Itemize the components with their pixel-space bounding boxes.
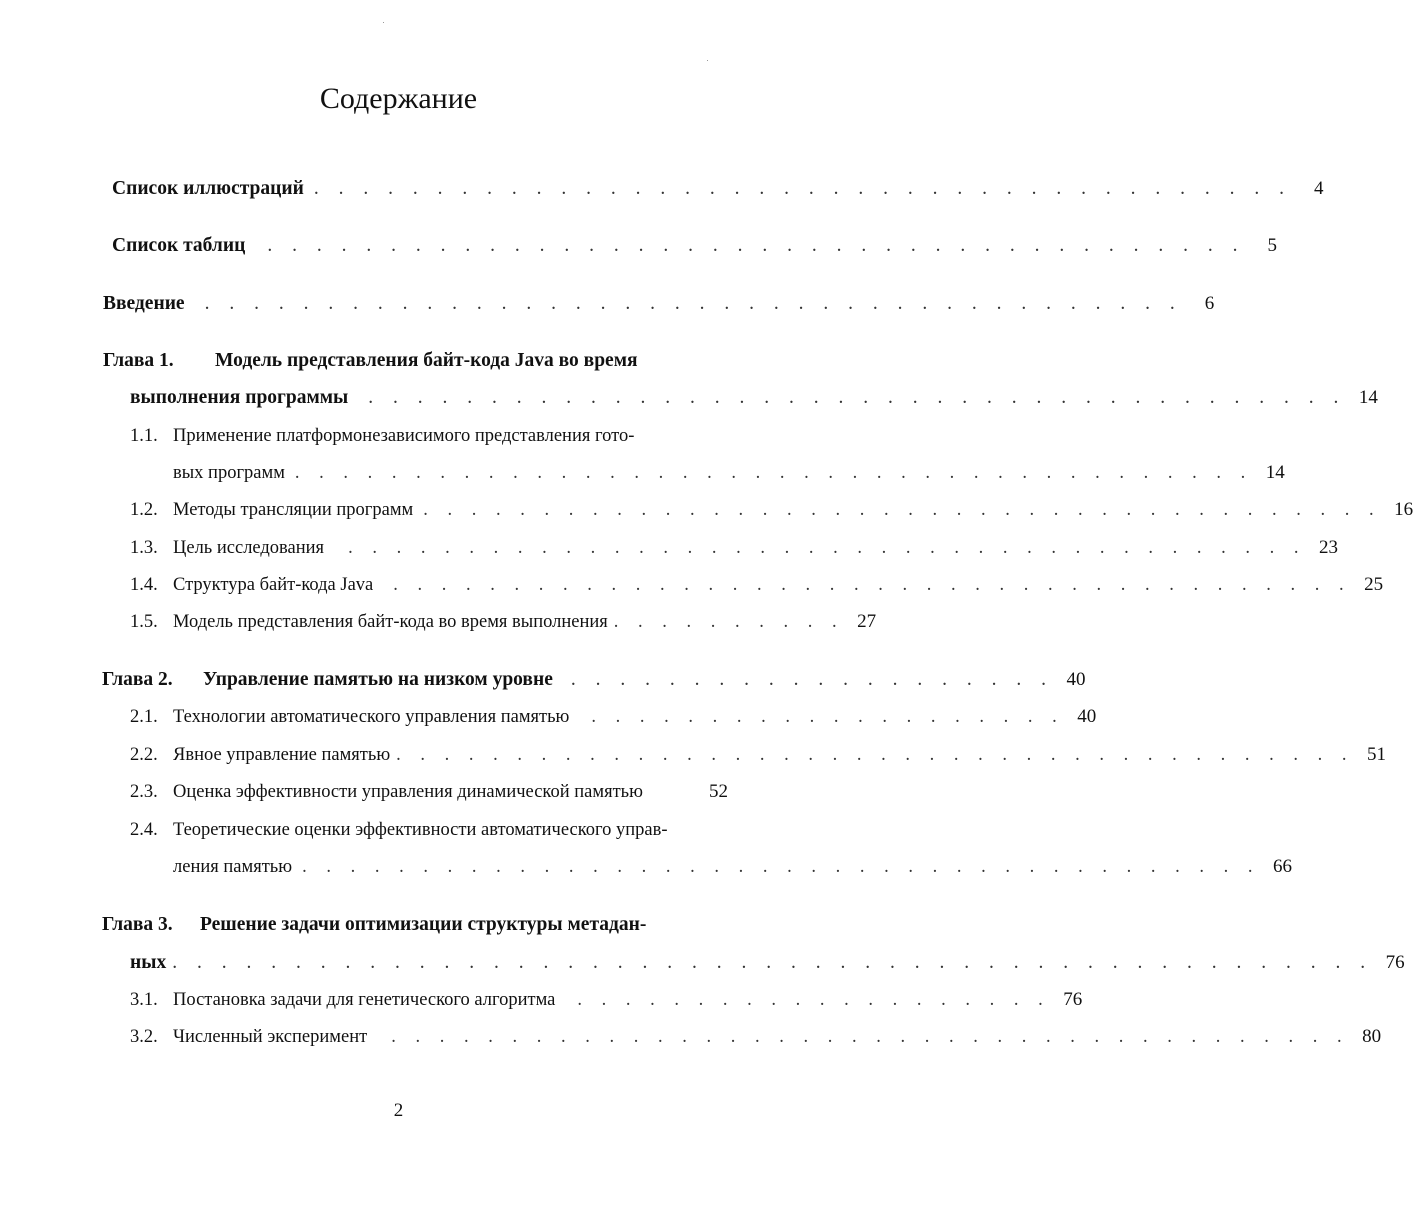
chapter-title: Решение задачи оптимизации структуры метадан- [200, 914, 647, 935]
section-title: Теоретические оценки эффективности автоматического управ- [173, 820, 668, 840]
toc-page-number: 27 [857, 611, 877, 632]
section-number: 2.3. [130, 782, 158, 802]
section-number: 3.2. [130, 1027, 158, 1047]
chapter-label: Глава 2. [102, 669, 173, 690]
section-title: Методы трансляции программ [173, 500, 414, 520]
toc-page-number: 76 [1385, 952, 1405, 973]
chapter-3-heading[interactable] [102, 912, 728, 938]
leader-dots: . . . . . . . . . . . . . . . . . . . . . . . . . . . . . . . . . . . . . . . . [302, 857, 1260, 877]
scan-speck [383, 22, 384, 23]
toc-page-number: 76 [1063, 989, 1083, 1010]
section-title-cont: ления памятью [173, 857, 293, 877]
chapter-title-cont: выполнения программы [130, 387, 349, 408]
toc-page-number: 80 [1362, 1026, 1382, 1047]
chapter-title: Управление памятью на низком уровне [203, 669, 553, 690]
section-number: 1.4. [130, 575, 158, 595]
leader-dots: . . . . . . . . . . . . . . . . . . . . . . . . . . . . . . . . . . . . . . . . [204, 293, 1183, 314]
leader-dots: . . . . . . . . . . . . . . . . . . . . [570, 669, 1054, 690]
chapter-2-heading[interactable] [102, 667, 1086, 693]
leader-dots: . . . . . . . . . . . . . . . . . . . . . . . . . . . . . . . . . . . . . . . . [391, 1027, 1350, 1047]
toc-section-1-2[interactable] [130, 497, 1413, 523]
section-title: Численный эксперимент [173, 1027, 368, 1047]
toc-section-2-4-cont[interactable] [173, 854, 1292, 880]
toc-section-1-1-cont[interactable] [173, 460, 1285, 486]
chapter-1-heading[interactable] [103, 348, 728, 374]
section-title-cont: вых программ [173, 463, 285, 483]
toc-page-number: 16 [1394, 499, 1413, 520]
toc-page-number: 6 [1204, 293, 1215, 314]
leader-dots: . . . . . . . . . . . . . . . . . . . . . . . . . . . . . . . . . . . . . . . . [368, 387, 1346, 408]
leader-dots: . . . . . . . . . . . . . . . . . . . . [577, 990, 1051, 1010]
page-number: 2 [393, 1100, 404, 1121]
section-title: Цель исследования [173, 538, 325, 558]
toc-page-number: 14 [1265, 462, 1285, 483]
toc-page-number: 52 [709, 781, 728, 802]
section-title: Модель представления байт-кода во время выполнения [173, 612, 608, 632]
chapter-3-heading-cont[interactable] [130, 950, 1405, 976]
chapter-label: Глава 3. [102, 914, 173, 935]
toc-section-1-5[interactable] [130, 609, 877, 635]
toc-entry-text: Введение [103, 293, 185, 314]
toc-page-number: 40 [1066, 669, 1086, 690]
section-title: Применение платформонезависимого представления гото- [173, 426, 635, 446]
leader-dots: . . . . . . . . . . . . . . . . . . . . . . . . . . . . . . . . . . . . . . . . [423, 500, 1382, 520]
toc-section-2-3[interactable] [130, 779, 728, 805]
toc-page-number: 51 [1367, 744, 1387, 765]
toc-entry-illustrations[interactable] [112, 176, 1324, 202]
section-title: Явное управление памятью [173, 745, 391, 765]
toc-page-number: 5 [1267, 235, 1277, 256]
toc-page-number: 14 [1358, 387, 1378, 408]
toc-section-1-1[interactable] [130, 423, 728, 449]
leader-dots: . . . . . . . . . . . . . . . . . . . . . . . . . . . . . . . . . . . . . . . . [267, 235, 1245, 256]
toc-section-1-3[interactable] [130, 535, 1338, 561]
section-number: 1.2. [130, 500, 158, 520]
section-number: 2.1. [130, 707, 158, 727]
chapter-title: Модель представления байт-кода Java во время [215, 350, 638, 371]
section-number: 3.1. [130, 990, 158, 1010]
leader-dots: . . . . . . . . . . . . . . . . . . . . . . . . . . . . . . . . . . . . . . . . [313, 178, 1292, 199]
toc-entry-text: Список иллюстраций [112, 178, 304, 199]
toc-section-2-1[interactable] [130, 704, 1097, 730]
leader-dots: . . . . . . . . . . [613, 612, 845, 632]
leader-dots: . . . . . . . . . . . . . . . . . . . . . . . . . . . . . . . . . . . . . . . . [393, 575, 1352, 595]
toc-page-number: 23 [1318, 537, 1338, 558]
section-number: 2.4. [130, 820, 158, 840]
section-number: 2.2. [130, 745, 158, 765]
section-title: Оценка эффективности управления динамической памятью [173, 782, 643, 802]
toc-section-3-2[interactable] [130, 1024, 1382, 1050]
chapter-label: Глава 1. [103, 350, 174, 371]
toc-page-number: 66 [1272, 856, 1292, 877]
leader-dots: . . . . . . . . . . . . . . . . . . . . . . . . . . . . . . . . . . . . . . . . [396, 745, 1355, 765]
page-title: Содержание [319, 82, 478, 115]
toc-entry-intro[interactable] [103, 291, 1215, 317]
scan-speck [707, 60, 708, 61]
leader-dots: . . . . . . . . . . . . . . . . . . . . . . . . . . . . . . . . . . . . . . . . [294, 463, 1253, 483]
toc-section-2-4[interactable] [130, 817, 728, 843]
toc-page-number: 40 [1077, 706, 1097, 727]
section-title: Технологии автоматического управления памятью [173, 707, 570, 727]
section-number: 1.3. [130, 538, 158, 558]
leader-dots: . . . . . . . . . . . . . . . . . . . . [591, 707, 1065, 727]
toc-section-2-2[interactable] [130, 742, 1387, 768]
toc-page-number: 4 [1313, 178, 1324, 199]
toc-page-number: 25 [1364, 574, 1384, 595]
leader-dots: . . . . . . . . . . . . . . . . . . . . . . . . . . . . . . . . . . . . . . . . . . . . . . . . . [172, 952, 1373, 973]
chapter-1-heading-cont[interactable] [130, 385, 1378, 411]
toc-entry-tables[interactable] [112, 233, 1277, 259]
chapter-title-cont: ных [130, 952, 167, 973]
section-title: Постановка задачи для генетического алгоритма [173, 990, 556, 1010]
section-number: 1.5. [130, 612, 158, 632]
section-title: Структура байт-кода Java [173, 575, 374, 595]
toc-section-1-4[interactable] [130, 572, 1384, 598]
toc-entry-text: Список таблиц [112, 235, 246, 256]
section-number: 1.1. [130, 426, 158, 446]
leader-dots: . . . . . . . . . . . . . . . . . . . . . . . . . . . . . . . . . . . . . . . . [348, 538, 1306, 558]
toc-section-3-1[interactable] [130, 987, 1083, 1013]
